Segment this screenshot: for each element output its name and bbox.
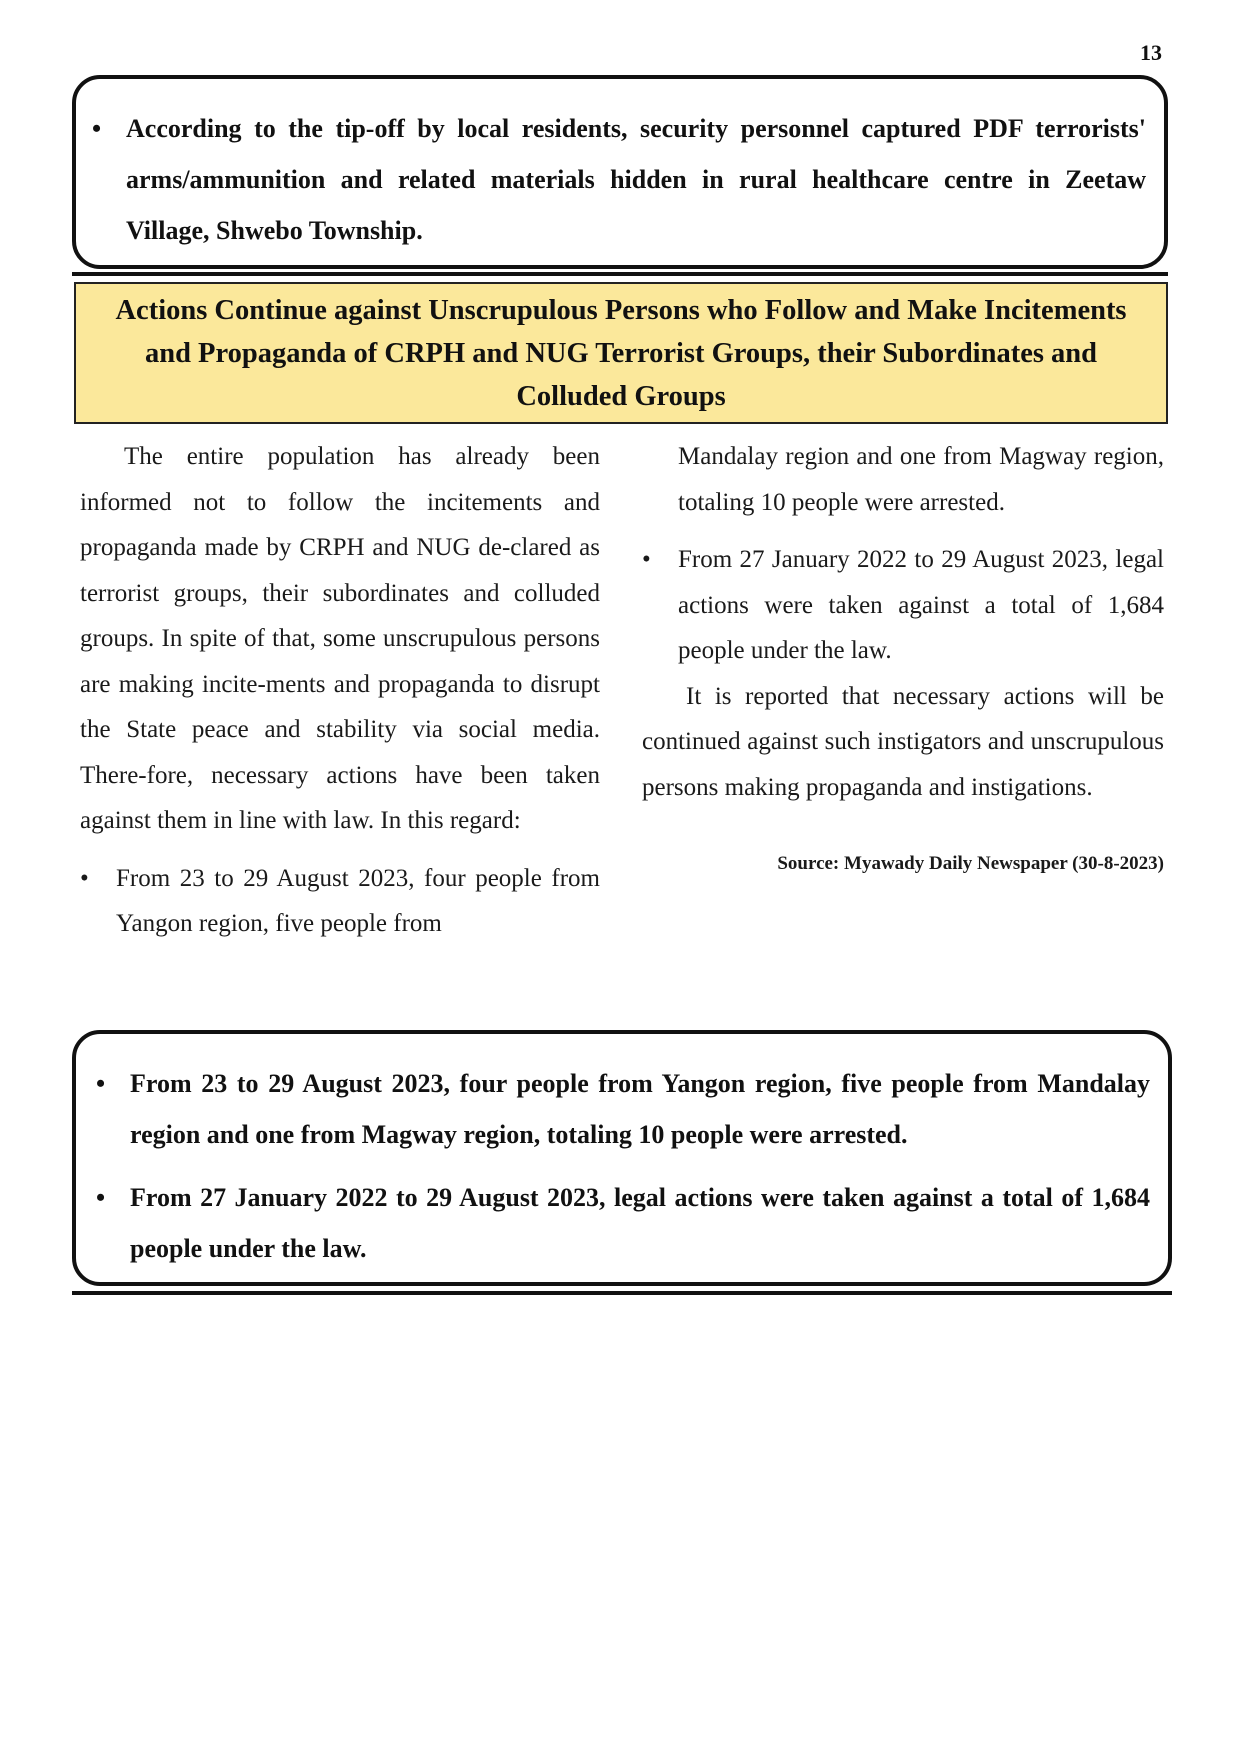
article-intro-paragraph: The entire population has already been informed not to follow the incitements and propaganda made by CRPH and NUG de-clared as terrorist groups, their subordinates and colluded groups. In spite of that, some unscrupulous persons are making incite-ments and propaganda to disrupt the State peace and stability via social media. There-fore, necessary actions have been taken against them in line with law. In this regard: [80, 443, 600, 834]
summary-item: • From 23 to 29 August 2023, four people from Yangon region, five people from Mandalay region and one from Magway region, totaling 10 people were arrested. [130, 1058, 1150, 1160]
article-title: Actions Continue against Unscrupulous Persons who Follow and Make Incitements and Propaganda of CRPH and NUG Terrorist Groups, their Subordinates and Colluded Groups [74, 282, 1168, 424]
page-number: 13 [1140, 40, 1162, 65]
article-bullet-1-continued: Mandalay region and one from Magway region, totaling 10 people were arrested. [678, 443, 1164, 516]
article-column-left [80, 434, 600, 947]
article-column-right [642, 434, 1164, 876]
source-citation: Source: Myawady Daily Newspaper (30-8-2023) [777, 853, 1164, 874]
highlight-item: • According to the tip-off by local residents, security personnel captured PDF terrorists' arms/ammunition and related materials hidden in rural healthcare centre in Zeetaw Village, Shwebo Township. [126, 103, 1146, 256]
article-closing-paragraph: It is reported that necessary actions will be continued against such instigators and unscrupulous persons making propaganda and instigations. [642, 682, 1164, 801]
highlight-list [126, 103, 1146, 256]
divider-rule [72, 1291, 1172, 1295]
article-bullet-1: • From 23 to 29 August 2023, four people from Yangon region, five people from [80, 856, 600, 947]
highlight-box-top [72, 75, 1168, 269]
highlight-box-bottom [72, 1030, 1172, 1286]
summary-item: • From 27 January 2022 to 29 August 2023, legal actions were taken against a total of 1,684 people under the law. [130, 1172, 1150, 1274]
summary-list [130, 1058, 1150, 1274]
article-bullet-2: • From 27 January 2022 to 29 August 2023, legal actions were taken against a total of 1,684 people under the law. [642, 537, 1164, 674]
divider-rule [72, 272, 1168, 276]
article-bullet-list [80, 856, 600, 947]
article-bullet-list-continued [642, 537, 1164, 674]
